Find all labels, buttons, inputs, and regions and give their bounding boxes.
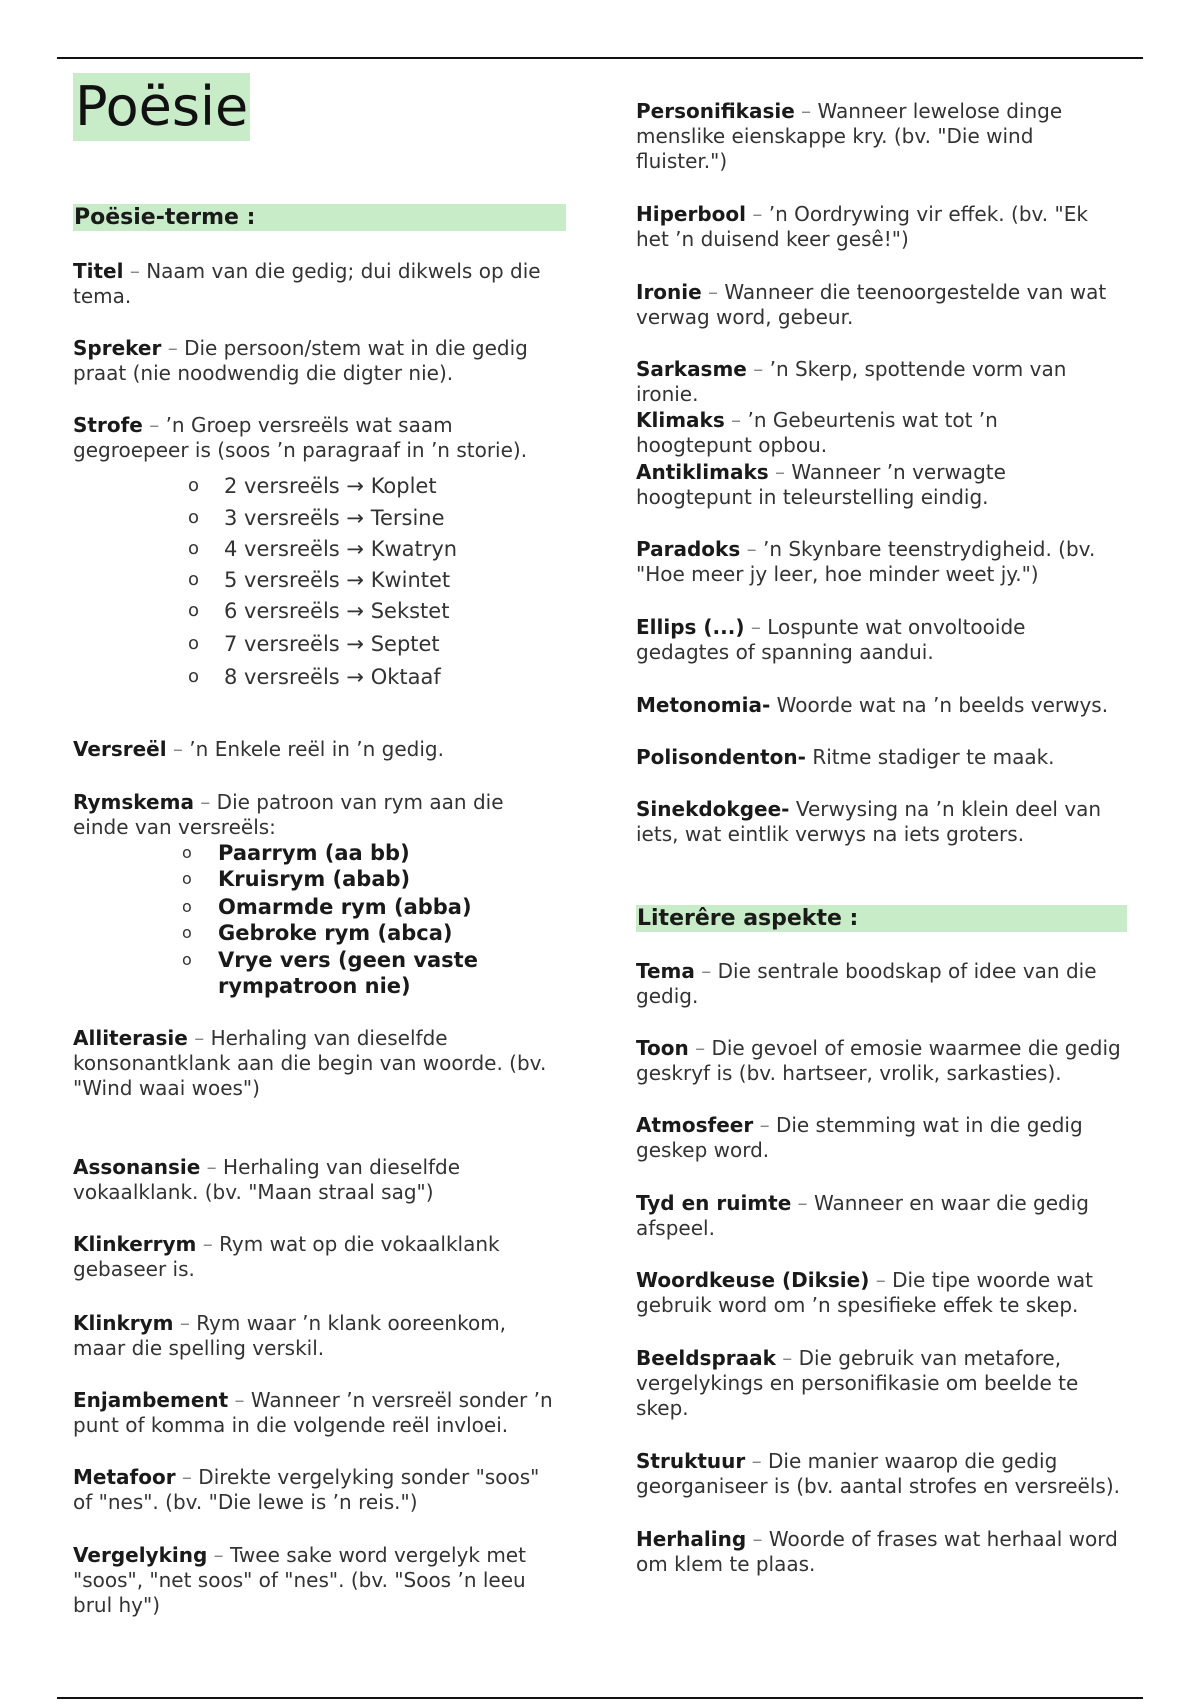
term-klinkerrym: Klinkerrym – Rym wat op die vokaalklank gebaseer is.: [73, 1232, 500, 1281]
term-ironie: Ironie – Wanneer die teenoorgestelde van wat verwag word, gebeur.: [636, 280, 1107, 329]
term-woordkeuse: Woordkeuse (Diksie) – Die tipe woorde wat gebruik word om ’n spesifieke effek te skep.: [636, 1268, 1093, 1317]
term-toon: Toon – Die gevoel of emosie waarmee die gedig geskryf is (bv. hartseer, vrolik, sarkasties).: [636, 1036, 1121, 1085]
term-strofe: Strofe – ’n Groep versreëls wat saam gegroepeer is (soos ’n paragraaf in ’n storie).: [73, 413, 528, 462]
term-klimaks: Klimaks – ’n Gebeurtenis wat tot ’n hoogtepunt opbou.: [636, 408, 998, 457]
term-metonomia: Metonomia- Woorde wat na ’n beelds verwys.: [636, 693, 1109, 717]
term-beeldspraak: Beeldspraak – Die gebruik van metafore, vergelykings en personifikasie om beelde te skep.: [636, 1346, 1079, 1420]
section-heading-literary: Literêre aspekte :: [636, 905, 1127, 932]
page-title: Poësie: [73, 73, 250, 141]
term-struktuur: Struktuur – Die manier waarop die gedig georganiseer is (bv. aantal strofes en versreëls).: [636, 1449, 1120, 1498]
term-enjambement: Enjambement – Wanneer ’n versreël sonder ’n punt of komma in die volgende reël invloei.: [73, 1388, 553, 1437]
term-assonansie: Assonansie – Herhaling van dieselfde vokaalklank. (bv. "Maan straal sag"): [73, 1155, 461, 1204]
term-klinkrym: Klinkrym – Rym waar ’n klank ooreenkom, maar die spelling verskil.: [73, 1311, 507, 1360]
bottom-rule: [57, 1697, 1143, 1699]
term-atmosfeer: Atmosfeer – Die stemming wat in die gedig geskep word.: [636, 1113, 1083, 1162]
term-alliterasie: Alliterasie – Herhaling van dieselfde konsonantklank aan die begin van woorde. (bv. "Wind waai woes"): [73, 1026, 547, 1100]
term-tema: Tema – Die sentrale boodskap of idee van die gedig.: [636, 959, 1097, 1008]
term-sinekdokgee: Sinekdokgee- Verwysing na ’n klein deel van iets, wat eintlik verwys na iets groters.: [636, 797, 1102, 846]
term-ellips: Ellips (...) – Lospunte wat onvoltooide gedagtes of spanning aandui.: [636, 615, 1026, 664]
term-herhaling: Herhaling – Woorde of frases wat herhaal word om klem te plaas.: [636, 1527, 1118, 1576]
term-spreker: Spreker – Die persoon/stem wat in die gedig praat (nie noodwendig die digter nie).: [73, 336, 528, 385]
top-rule: [57, 57, 1143, 59]
term-hiperbool: Hiperbool – ’n Oordrywing vir effek. (bv. "Ek het ’n duisend keer gesê!"): [636, 202, 1088, 251]
term-polisondenton: Polisondenton- Ritme stadiger te maak.: [636, 745, 1055, 769]
term-titel: Titel – Naam van die gedig; dui dikwels op die tema.: [73, 259, 541, 308]
term-antiklimaks: Antiklimaks – Wanneer ’n verwagte hoogtepunt in teleurstelling eindig.: [636, 460, 1006, 509]
term-tyd-en-ruimte: Tyd en ruimte – Wanneer en waar die gedig afspeel.: [636, 1191, 1089, 1240]
term-versreel: Versreël – ’n Enkele reël in ’n gedig.: [73, 737, 444, 761]
section-heading-terms: Poësie-terme :: [73, 204, 566, 231]
term-vergelyking: Vergelyking – Twee sake word vergelyk met "soos", "net soos" of "nes". (bv. "Soos ’n leeu brul hy"): [73, 1543, 526, 1617]
term-metafoor: Metafoor – Direkte vergelyking sonder "soos" of "nes". (bv. "Die lewe is ’n reis."): [73, 1465, 540, 1514]
term-sarkasme: Sarkasme – ’n Skerp, spottende vorm van ironie.: [636, 357, 1067, 406]
term-rymskema: Rymskema – Die patroon van rym aan die einde van versreëls:: [73, 790, 504, 839]
term-paradoks: Paradoks – ’n Skynbare teenstrydigheid. (bv. "Hoe meer jy leer, hoe minder weet jy."): [636, 537, 1096, 586]
term-personifikasie: Personifikasie – Wanneer lewelose dinge menslike eienskappe kry. (bv. "Die wind fluister."): [636, 99, 1063, 173]
